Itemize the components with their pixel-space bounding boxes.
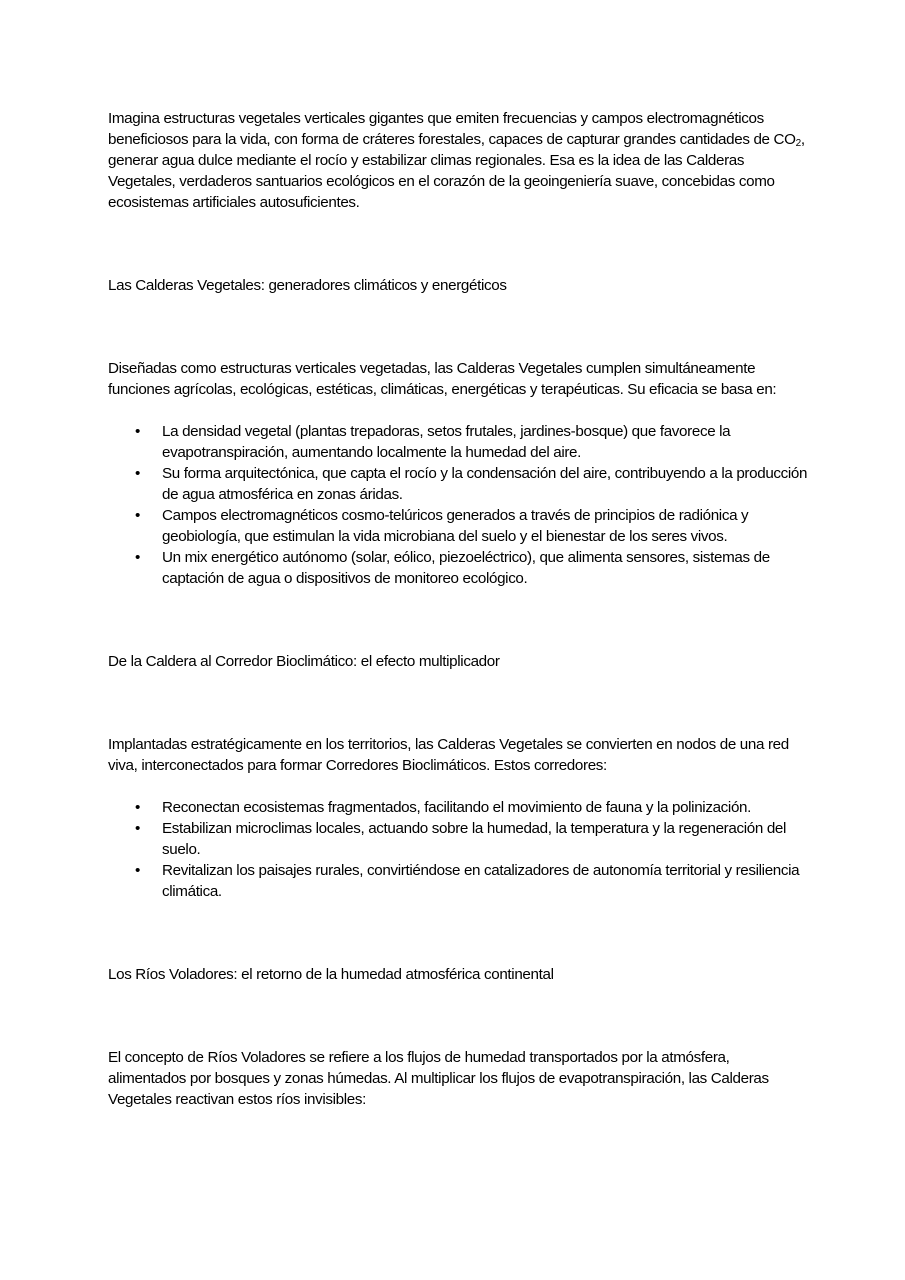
list-item <box>108 797 808 818</box>
list-item-text: Campos electromagnéticos cosmo-telúricos generados a través de principios de radiónica y geobiología, que estimulan la vida microbiana del suelo y el bienestar de los seres vivos. <box>162 507 749 545</box>
section-heading-calderas: Las Calderas Vegetales: generadores climáticos y energéticos <box>108 277 507 294</box>
bullet-list-calderas <box>108 421 808 589</box>
bullet-icon: • <box>135 862 140 879</box>
list-item <box>108 860 808 902</box>
bullet-icon: • <box>135 465 140 482</box>
section-paragraph-rios: El concepto de Ríos Voladores se refiere a los flujos de humedad transportados por la atmósfera, alimentados por bosques y zonas húmedas. Al multiplicar los flujos de evapotranspiración, las Calderas Vegetales reactivan estos ríos invisibles: <box>108 1049 769 1108</box>
list-item-text: Estabilizan microclimas locales, actuando sobre la humedad, la temperatura y la regeneración del suelo. <box>162 820 787 858</box>
bullet-icon: • <box>135 507 140 524</box>
bullet-list-corredor <box>108 797 808 902</box>
section-heading-rios: Los Ríos Voladores: el retorno de la humedad atmosférica continental <box>108 966 554 983</box>
section-paragraph-calderas: Diseñadas como estructuras verticales vegetadas, las Calderas Vegetales cumplen simultáneamente funciones agrícolas, ecológicas, estéticas, climáticas, energéticas y terapéuticas. Su eficacia se basa en: <box>108 360 777 398</box>
list-item <box>108 421 808 463</box>
section-paragraph-corredor: Implantadas estratégicamente en los territorios, las Calderas Vegetales se convierten en nodos de una red viva, interconectados para formar Corredores Bioclimáticos. Estos corredores: <box>108 736 789 774</box>
intro-paragraph <box>108 108 808 213</box>
co2-subscript: 2 <box>795 138 801 149</box>
list-item-text: Reconectan ecosistemas fragmentados, facilitando el movimiento de fauna y la polinización. <box>162 799 752 816</box>
bullet-icon: • <box>135 820 140 837</box>
document-page <box>108 108 808 1110</box>
list-item-text: Revitalizan los paisajes rurales, convirtiéndose en catalizadores de autonomía territorial y resiliencia climática. <box>162 862 800 900</box>
section-heading-corredor: De la Caldera al Corredor Bioclimático: el efecto multiplicador <box>108 653 500 670</box>
list-item <box>108 505 808 547</box>
list-item-text: Su forma arquitectónica, que capta el rocío y la condensación del aire, contribuyendo a la producción de agua atmosférica en zonas áridas. <box>162 465 808 503</box>
list-item <box>108 818 808 860</box>
list-item-text: La densidad vegetal (plantas trepadoras, setos frutales, jardines-bosque) que favorece la evapotranspiración, aumentando localmente la humedad del aire. <box>162 423 731 461</box>
bullet-icon: • <box>135 549 140 566</box>
intro-text: Imagina estructuras vegetales verticales gigantes que emiten frecuencias y campos electromagnéticos beneficiosos para la vida, con forma de cráteres forestales, capaces de capturar grandes cantidades de CO <box>108 110 796 148</box>
list-item-text: Un mix energético autónomo (solar, eólico, piezoeléctrico), que alimenta sensores, sistemas de captación de agua o dispositivos de monitoreo ecológico. <box>162 549 770 587</box>
intro-text-continued: , generar agua dulce mediante el rocío y estabilizar climas regionales. Esa es la idea de las Calderas Vegetales, verdaderos santuarios ecológicos en el corazón de la geoingeniería suave, concebidas como ecosistemas artificiales autosuficientes. <box>108 131 805 211</box>
bullet-icon: • <box>135 799 140 816</box>
list-item <box>108 463 808 505</box>
bullet-icon: • <box>135 423 140 440</box>
list-item <box>108 547 808 589</box>
